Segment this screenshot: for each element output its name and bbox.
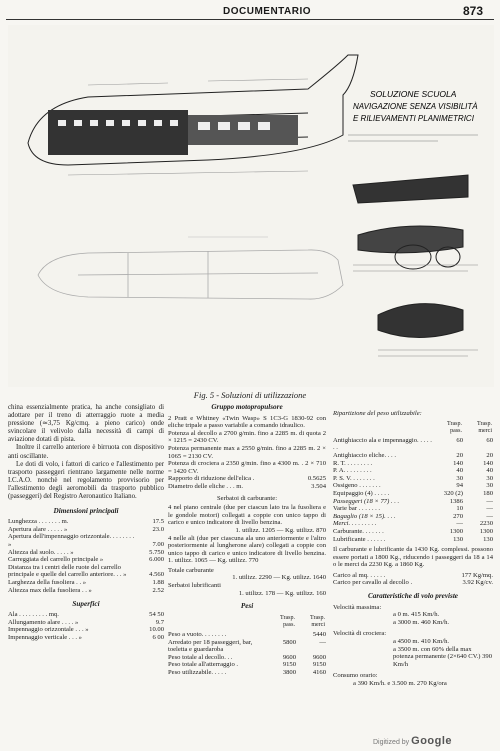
paragraph: Il carburante e lubrificante da 1430 Kg. complessi. possono essere portati a 1800 Kg., riducendo i passeggeri da 18 a 14 o le merci da 2230 Kg. a 1860 Kg. xyxy=(333,546,493,569)
section-heading: Caratteristiche di volo previste xyxy=(367,592,459,601)
table-row: Peso totale al decollo. . . 9600 9600 xyxy=(168,653,326,661)
list-item: Altezza max della fusoliera . . » 2.52 xyxy=(8,586,164,594)
figure-drawing xyxy=(8,25,494,387)
table-row: Varie bar . . . . . . . 10 — xyxy=(333,505,493,513)
paragraph: 4 nelle ali (due per ciascuna ala uno anteriormente e l'altro posteriormente al lungherone alare) collegati a coppie con unico tappo di carico e unico indicatore di livello benzina. 1. utilizz. 1065 — Kg. utilizz. 770 xyxy=(168,534,326,565)
list-item: Ala . . . . . . . . . mq. 54 50 xyxy=(8,611,164,619)
section-heading: Serbatoi di carburante: xyxy=(216,494,278,502)
table-row: Antighiaccio ala e impennaggio. . . . . . . 60 60 xyxy=(333,436,493,452)
value-line: a 3500 m. con 60% della max potenza permanente (2×640 CV.) 390 Km/h xyxy=(393,645,492,668)
section-heading: Ripartizione del peso utilizzabile: xyxy=(333,410,422,417)
table-row: Passeggeri (18 × 77) . . . 1386 — xyxy=(333,497,493,505)
table-row: Ossigeno . . . . . . . 94 30 xyxy=(333,482,493,490)
list-item: Carreggiata del carrello principale » 6.000 xyxy=(8,556,164,564)
paragraph: Inoltre il carrello anteriore è birruota con dispositivo anti oscillante. xyxy=(8,444,164,460)
paragraph: Potenza al decollo a 2700 g/min. fino a 2285 m. di quota 2 × 1215 = 2430 CV. xyxy=(168,429,326,445)
list-item: Apertura alare . . . . . » 23.0 xyxy=(8,525,164,533)
list-item: Allungamento alare . . . . » 9.7 xyxy=(8,618,164,626)
running-title: DOCUMENTARIO xyxy=(223,6,312,17)
column-3 xyxy=(333,404,493,688)
value-line: a 3000 m. 460 Km/h. xyxy=(393,618,450,626)
column-1 xyxy=(8,404,164,642)
digitized-watermark: Digitized by Google xyxy=(373,735,453,747)
figure-title-line: SOLUZIONE SCUOLA xyxy=(370,89,457,99)
section-heading: Pesi xyxy=(240,602,254,611)
list-item: Carico per cavallo al decollo . 3.92 Kg/cv. xyxy=(333,579,493,587)
list-item: Rapporto di riduzione dell'elica . 0.5625 xyxy=(168,475,326,483)
table-row: Equipaggio (4) . . . . . 320 (2) 180 xyxy=(333,489,493,497)
table-row: P. A. . . . . . . . . 40 40 xyxy=(333,467,493,475)
paragraph: 1. utilizz. 1205 — Kg. utilizz. 870 xyxy=(235,526,326,534)
list-item: Lunghezza . . . . . . . m. 17.5 xyxy=(8,518,164,526)
table-header-row: Trasp. pass. Trasp. merci xyxy=(280,614,325,629)
list-item: Distanza tra i centri delle ruote del carrello principale e quelle del carrello anteriore. . . » 4.560 xyxy=(8,563,164,579)
section-heading: Dimensioni principali xyxy=(53,507,119,516)
figure-title-line: E RILIEVAMENTI PLANIMETRICI xyxy=(353,114,474,123)
list-item: Impennaggio verticale . . . » 6 00 xyxy=(8,634,164,642)
table-row: Lubrificante . . . . . . 130 130 xyxy=(333,535,493,543)
table-row: Merci. . . . . . . . . — 2230 xyxy=(333,520,493,528)
paragraph: 1. utilizz. 2290 — Kg. utilizz. 1640 xyxy=(232,574,326,582)
speed-label: Velocità di crociera: xyxy=(333,630,387,638)
value-line: a 390 Km/h. e 3.500 m. 270 Kg/ora xyxy=(353,680,447,687)
list-item: Apertura dell'impennaggio orizzontale. . . . . . . . » 7.00 xyxy=(8,533,164,548)
table-row: Bagaglio (18 × 15). . . . 270 — xyxy=(333,512,493,520)
list-item: Diametro delle eliche . . . m. 3.504 xyxy=(168,482,326,490)
dimensions-list xyxy=(8,518,164,594)
list-item: Larghezza della fusoliera . . » 1.88 xyxy=(8,578,164,586)
paragraph: Potenza permanente max a 2550 g/min. fino a 2285 m. 2 × 1065 = 2130 CV. xyxy=(168,444,326,460)
figure-caption: Fig. 5 - Soluzioni di utilizzazione xyxy=(193,390,307,400)
aircraft-cutaway-drawing xyxy=(8,25,494,387)
paragraph: Serbatoi lubrificanti xyxy=(168,582,221,590)
table-row: Arredato per 18 passeggeri, bar, toeletta e guardaroba 5800 — xyxy=(168,638,326,654)
weight-distribution-table xyxy=(333,420,493,544)
figure-title-line: NAVIGAZIONE SENZA VISIBILITÀ xyxy=(353,102,478,111)
weights-table xyxy=(168,614,326,677)
page-header xyxy=(0,0,500,22)
table-row: Peso totale all'atterraggio . 9150 9150 xyxy=(168,661,326,669)
paragraph: 4 nel piano centrale (due per ciascun lato tra la fusoliera e le gondole motori) collegati a coppie con unico tappo di carico e unico indicatore di livello benzina. xyxy=(168,504,326,527)
section-heading: Gruppo motopropulsore xyxy=(211,403,283,411)
paragraph: Potenza di crociera a 2350 g/min. fino a 4300 m. . 2 × 710 = 1420 CV. xyxy=(168,460,326,475)
value-line: a 0 m. 415 Km/h. xyxy=(393,611,440,619)
paragraph: Le doti di volo, i fattori di carico e l'allestimento per trasporto passeggeri rientrano largamente nelle norme I.C.A.O. nonchè nel regolamento provvisorio per l'allestimento degli aeromobili da trasporto pubblico (passeggeri) del Registro Aeronautico Italiano. xyxy=(8,460,164,501)
table-row: Antighiaccio eliche. . . . 20 20 xyxy=(333,451,493,459)
google-logo: Google xyxy=(411,735,453,747)
paragraph: Totale carburante xyxy=(168,566,214,574)
paragraph: 2 Pratt e Whitney «Twin Wasp» S 1C3-G 1830-92 con eliche tripale a passo variabile a comando idraulico. xyxy=(168,414,326,430)
paragraph: china essenzialmente pratica, ha anche consigliato di adottare per il treno di atterraggio ruote a media pressione (≃3,75 Kg/cmq. a pieno carico) onde svincolare il velivolo dalla necessità di campi di aviazione dotati di pista. xyxy=(8,404,164,444)
surfaces-list xyxy=(8,611,164,641)
section-heading: Superfici xyxy=(72,600,100,609)
list-item: Carico al mq. . . . . . 177 Kg/mq. xyxy=(333,571,493,579)
speed-label: Velocità massima: xyxy=(333,603,382,611)
table-header-row: Trasp. pass. Trasp. merci xyxy=(447,420,492,435)
table-row: P. S. V. . . . . . . . 30 30 xyxy=(333,474,493,482)
paragraph: 1. utilizz. 178 — Kg. utilizz. 160 xyxy=(238,589,326,597)
table-row: Peso a vuoto. . . . . . . . 5440 xyxy=(168,631,326,639)
table-row: Carburante. . . . . . . 1300 1300 xyxy=(333,527,493,535)
page-number: 873 xyxy=(463,4,484,18)
header-rule xyxy=(6,19,494,20)
consumption-label: Consumo orario: xyxy=(333,672,378,680)
table-row: Peso utilizzabile. . . . . 3800 4160 xyxy=(168,669,326,676)
column-2 xyxy=(168,404,326,677)
value-line: a 4500 m. 410 Km/h. xyxy=(393,638,450,646)
list-item: Altezza dal suolo. . . . . » 5.750 xyxy=(8,548,164,556)
list-item: Impennaggio orizzontale . . . » 10.00 xyxy=(8,626,164,634)
table-row: R. T. . . . . . . . . 140 140 xyxy=(333,459,493,467)
